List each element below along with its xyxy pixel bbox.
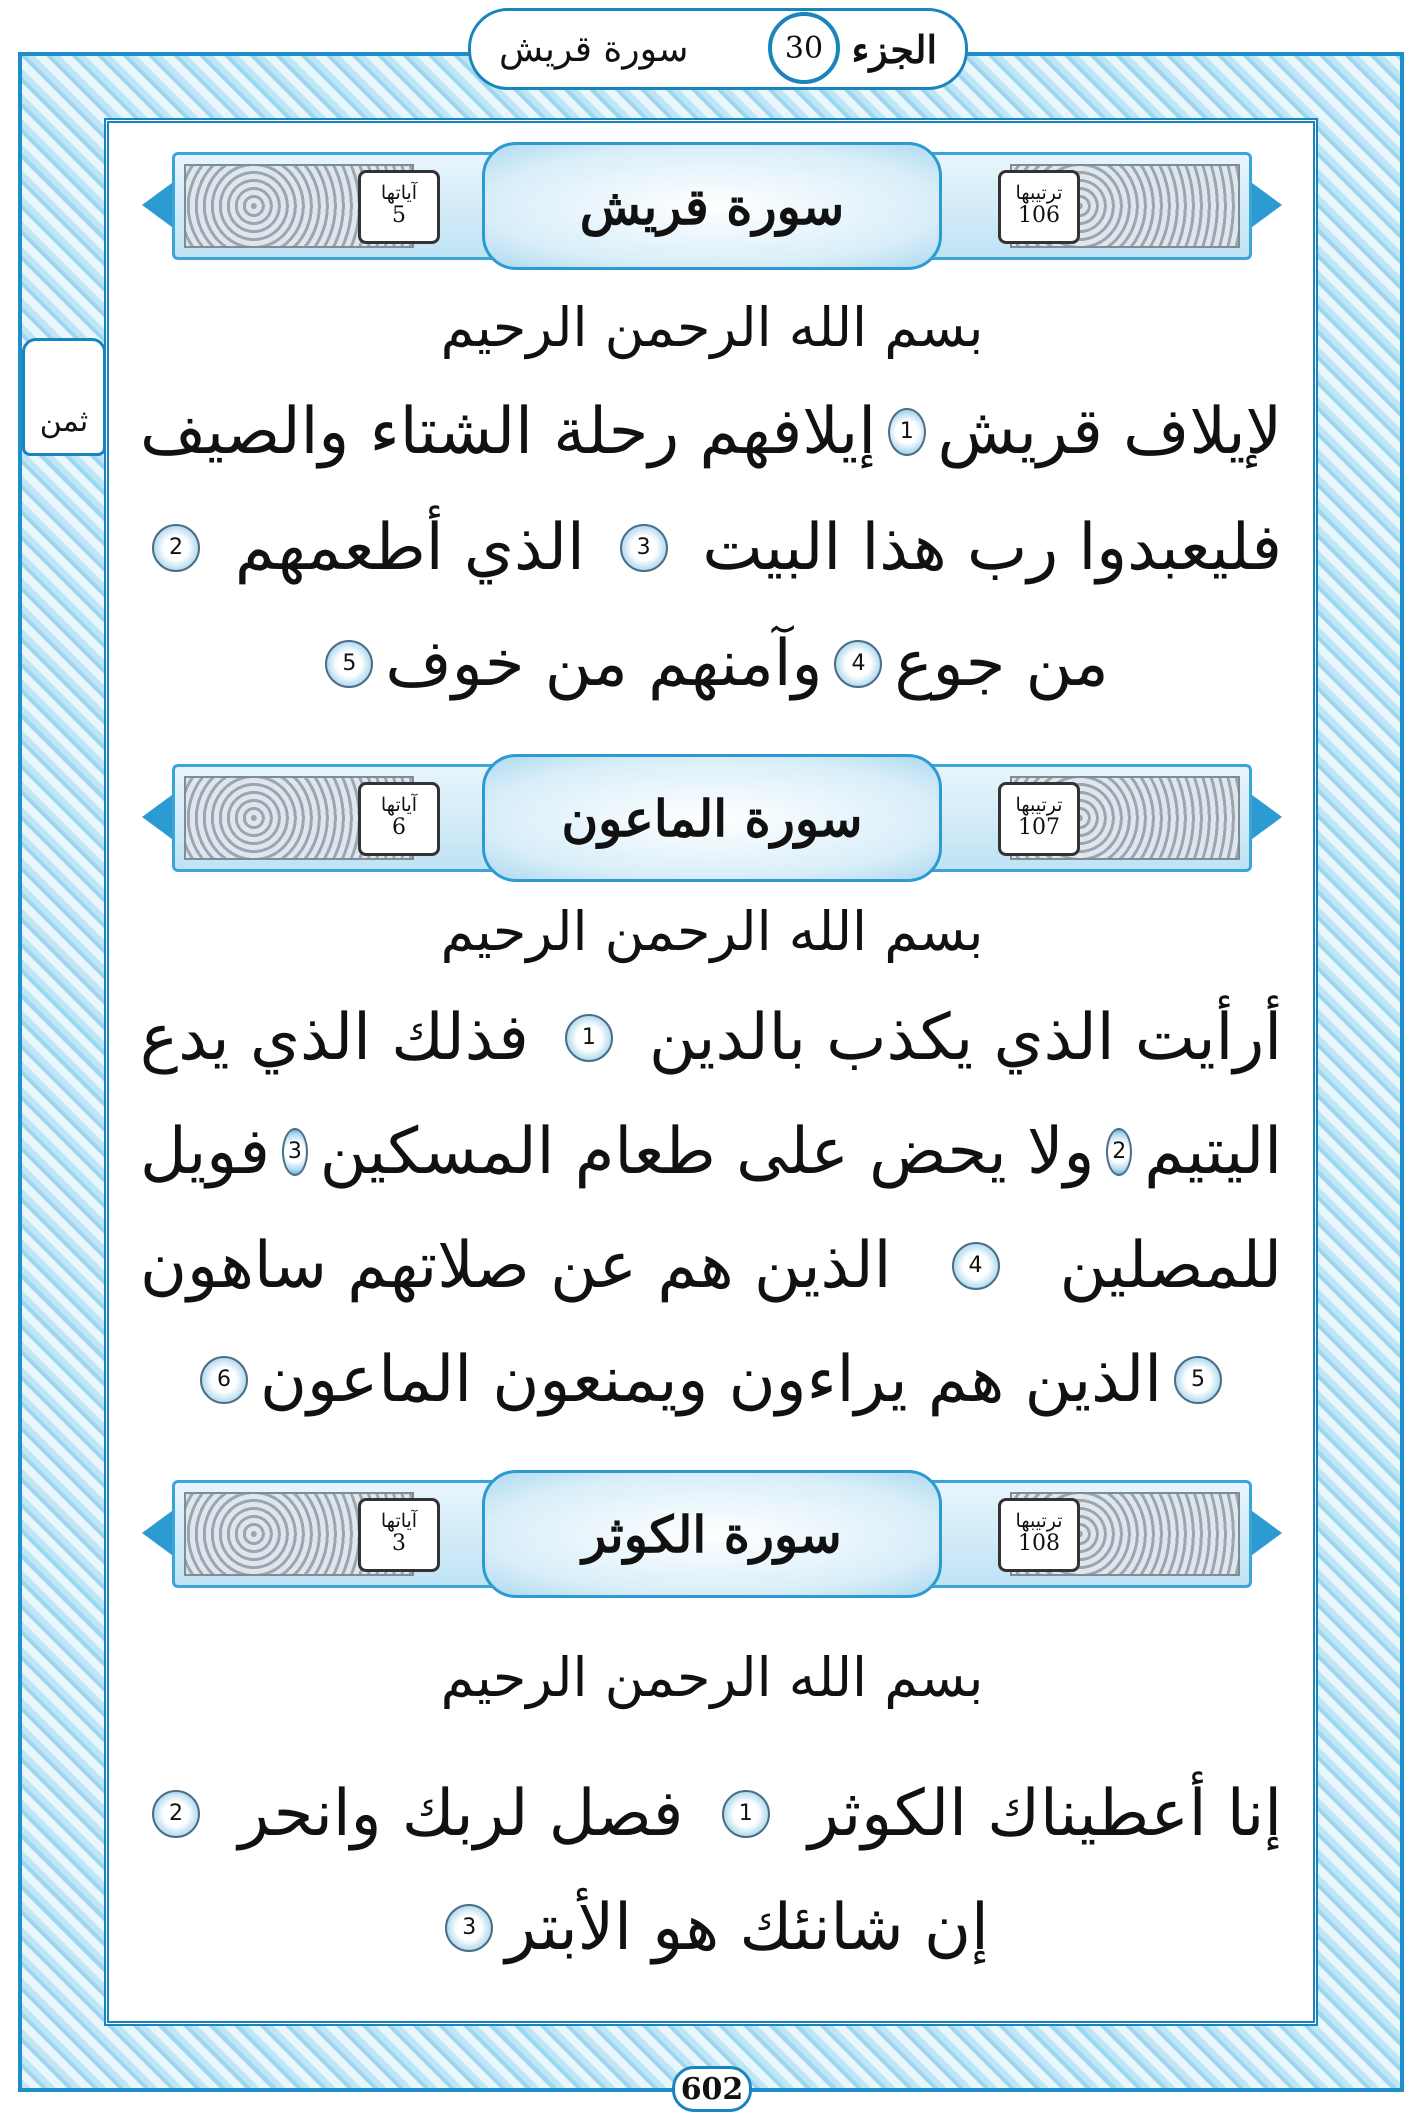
verse-text: من جوع — [894, 627, 1109, 701]
surah-header-band — [172, 754, 1252, 882]
ayat-count: 6 — [392, 815, 406, 841]
ayah-number-marker: 3 — [620, 524, 668, 572]
surah-name: سورة الماعون — [561, 788, 863, 848]
ayat-count-box — [358, 1498, 440, 1572]
surah-name: سورة قريش — [579, 176, 845, 236]
surah-order-box — [998, 1498, 1080, 1572]
verse-text: اليتيم — [1144, 1115, 1282, 1189]
ayat-label: آياتها — [380, 794, 418, 817]
surah-order-box — [998, 170, 1080, 244]
order-label: ترتيبها — [1015, 182, 1063, 205]
verse-text: لإيلاف قريش — [937, 395, 1282, 469]
verse-line — [140, 1332, 1282, 1428]
verse-text: فذلك الذي يدع — [140, 1001, 529, 1075]
ayah-number-marker: 1 — [722, 1790, 770, 1838]
surah-order: 108 — [1018, 1531, 1060, 1557]
surah-order-box — [998, 782, 1080, 856]
ayat-label: آياتها — [380, 1510, 418, 1533]
verse-text: فصل لربك وانحر — [238, 1777, 684, 1851]
surah-name-cartouche — [482, 754, 942, 882]
ayah-number-marker: 3 — [445, 1904, 493, 1952]
verse-line — [140, 1104, 1282, 1200]
verse-text: أرأيت الذي يكذب بالدين — [648, 1001, 1282, 1075]
ayah-number-marker: 1 — [888, 408, 926, 456]
surah-order: 106 — [1018, 203, 1060, 229]
ayat-label: آياتها — [380, 182, 418, 205]
surah-name: سورة الكوثر — [582, 1504, 842, 1564]
order-label: ترتيبها — [1015, 1510, 1063, 1533]
verse-line — [140, 1218, 1282, 1314]
verse-line — [140, 616, 1282, 712]
verse-line — [140, 990, 1282, 1086]
ayat-count-box — [358, 782, 440, 856]
ayah-number-marker: 2 — [1106, 1128, 1132, 1176]
verse-text: ولا يحض على طعام المسكين — [319, 1115, 1095, 1189]
verse-text: إنا أعطيناك الكوثر — [808, 1777, 1282, 1851]
basmala: بسم الله الرحمن الرحيم — [440, 1646, 984, 1709]
ayah-number-marker: 5 — [1174, 1356, 1222, 1404]
verse-text: فليعبدوا رب هذا البيت — [702, 511, 1282, 585]
page-header — [468, 8, 968, 90]
page-number: 602 — [672, 2066, 752, 2112]
verse-line — [140, 384, 1282, 480]
surah-header-band — [172, 1470, 1252, 1598]
verse-text: للمصلين — [1059, 1229, 1282, 1303]
order-label: ترتيبها — [1015, 794, 1063, 817]
ayat-count-box — [358, 170, 440, 244]
verse-line — [140, 1766, 1282, 1862]
basmala: بسم الله الرحمن الرحيم — [440, 296, 984, 359]
ayat-count: 5 — [392, 203, 406, 229]
ayah-number-marker: 4 — [952, 1242, 1000, 1290]
juz-number-badge: 30 — [768, 12, 840, 84]
header-surah-title: سورة قريش — [499, 28, 689, 70]
verse-text: إن شانئك هو الأبتر — [505, 1891, 989, 1965]
ayat-count: 3 — [392, 1531, 406, 1557]
verse-text: إيلافهم رحلة الشتاء والصيف — [140, 395, 876, 469]
verse-line — [140, 1880, 1282, 1976]
verse-text: وآمنهم من خوف — [385, 627, 823, 701]
verse-line — [140, 500, 1282, 596]
ayah-number-marker: 6 — [200, 1356, 248, 1404]
verse-text: الذين هم يراءون ويمنعون الماعون — [259, 1343, 1163, 1417]
ayah-number-marker: 2 — [152, 524, 200, 572]
surah-header-band — [172, 142, 1252, 270]
verse-text: الذين هم عن صلاتهم ساهون — [140, 1229, 892, 1303]
ayah-number-marker: 1 — [565, 1014, 613, 1062]
verse-text: الذي أطعمهم — [234, 511, 585, 585]
surah-name-cartouche — [482, 1470, 942, 1598]
header-juz-label: الجزء — [851, 26, 937, 72]
hizb-marker: ثمن — [22, 338, 106, 456]
surah-order: 107 — [1018, 815, 1060, 841]
verse-text: فويل — [140, 1115, 270, 1189]
ayah-number-marker: 2 — [152, 1790, 200, 1838]
ayah-number-marker: 5 — [325, 640, 373, 688]
surah-name-cartouche — [482, 142, 942, 270]
ayah-number-marker: 3 — [282, 1128, 308, 1176]
ayah-number-marker: 4 — [834, 640, 882, 688]
basmala: بسم الله الرحمن الرحيم — [440, 900, 984, 963]
